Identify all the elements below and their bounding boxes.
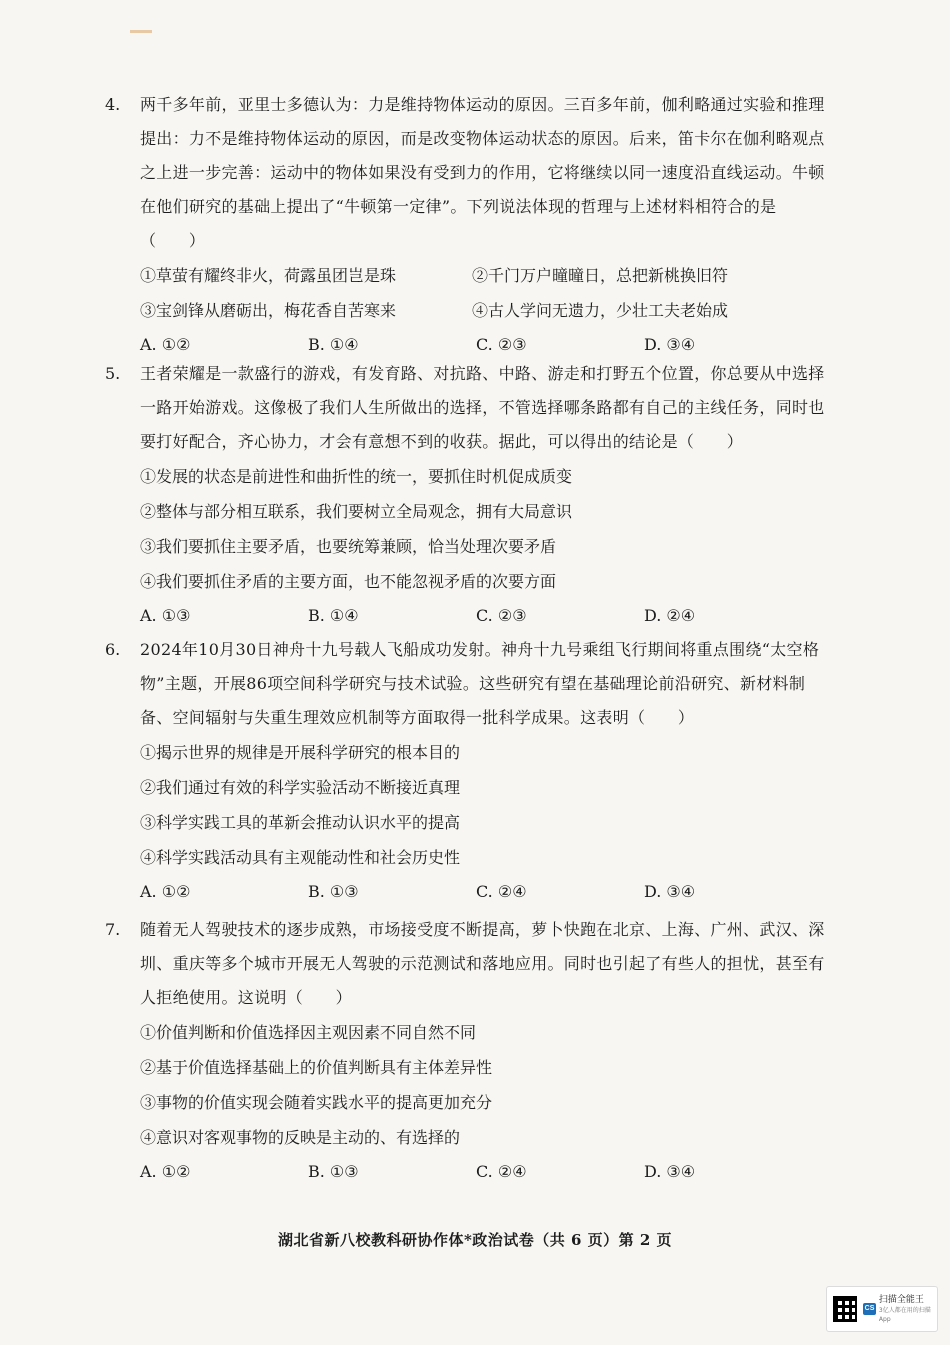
question-number: 4. [105,95,121,114]
choice-a: A. ①② [140,1162,191,1181]
choice-d: D. ③④ [644,1162,696,1181]
choice-c: C. ②③ [476,335,527,354]
choice-c: C. ②④ [476,882,527,901]
page-footer: 湖北省新八校教科研协作体*政治试卷（共 6 页）第 2 页 [277,1231,673,1249]
camscanner-logo-icon: CS [863,1303,876,1315]
choice-d: D. ②④ [644,606,696,625]
option-3: ③事物的价值实现会随着实践水平的提高更加充分 [140,1093,493,1112]
qr-code-icon [833,1296,857,1322]
choice-d: D. ③④ [644,335,696,354]
question-number: 5. [105,364,121,383]
option-list [140,735,825,875]
question-5 [105,357,825,633]
option-3: ③宝剑锋从磨砺出，梅花香自苦寒来 [140,301,397,320]
choice-a: A. ①② [140,882,191,901]
option-1: ①发展的状态是前进性和曲折性的统一，要抓住时机促成质变 [140,467,573,486]
question-4 [105,88,825,362]
option-1: ①揭示世界的规律是开展科学研究的根本目的 [140,743,461,762]
option-2: ②基于价值选择基础上的价值判断具有主体差异性 [140,1058,493,1077]
option-2: ②千门万户曈曈日，总把新桃换旧符 [472,266,729,285]
question-number: 7. [105,920,121,939]
option-list [140,459,825,599]
question-7 [105,913,825,1189]
choice-a: A. ①② [140,335,191,354]
option-2: ②我们通过有效的科学实验活动不断接近真理 [140,778,461,797]
question-stem: 2024年10月30日神舟十九号载人飞船成功发射。神舟十九号乘组飞行期间将重点围绕“太空格物”主题，开展86项空间科学研究与技术试验。这些研究有望在基础理论前沿研究、新材料制备、空间辐射与失重生理效应机制等方面取得一批科学成果。这表明（ ） [140,640,820,727]
option-2: ②整体与部分相互联系，我们要树立全局观念，拥有大局意识 [140,502,573,521]
option-4: ④古人学问无遗力，少壮工夫老始成 [472,301,729,320]
question-stem: 两千多年前，亚里士多德认为：力是维持物体运动的原因。三百多年前，伽利略通过实验和推理提出：力不是维持物体运动的原因，而是改变物体运动状态的原因。后来，笛卡尔在伽利略观点之上进一步完善：运动中的物体如果没有受到力的作用，它将继续以同一速度沿直线运动。牛顿在他们研究的基础上提出了“牛顿第一定律”。下列说法体现的哲理与上述材料相符合的是（ ） [140,95,825,250]
option-list [140,1015,825,1155]
answer-choices [140,1155,825,1189]
scanner-watermark-badge [826,1286,938,1332]
option-1: ①价值判断和价值选择因主观因素不同自然不同 [140,1023,477,1042]
question-stem: 随着无人驾驶技术的逐步成熟，市场接受度不断提高，萝卜快跑在北京、上海、广州、武汉、深圳、重庆等多个城市开展无人驾驶的示范测试和落地应用。同时也引起了有些人的担忧，甚至有人拒绝使用。这说明（ ） [140,920,825,1007]
choice-b: B. ①③ [308,1162,359,1181]
badge-subtitle: 3亿人都在用的扫描App [878,1307,931,1323]
option-4: ④科学实践活动具有主观能动性和社会历史性 [140,848,461,867]
option-3: ③我们要抓住主要矛盾，也要统筹兼顾，恰当处理次要矛盾 [140,537,557,556]
choice-b: B. ①④ [308,606,359,625]
badge-title: 扫描全能王 [878,1295,924,1305]
option-4: ④意识对客观事物的反映是主动的、有选择的 [140,1128,461,1147]
question-number: 6. [105,640,121,659]
option-4: ④我们要抓住矛盾的主要方面，也不能忽视矛盾的次要方面 [140,572,557,591]
answer-choices [140,875,825,909]
choice-a: A. ①③ [140,606,191,625]
choice-d: D. ③④ [644,882,696,901]
option-3: ③科学实践工具的革新会推动认识水平的提高 [140,813,461,832]
scan-mark [130,30,152,33]
option-1: ①草萤有耀终非火，荷露虽团岂是珠 [140,266,397,285]
option-list [140,258,825,328]
question-6 [105,633,825,909]
choice-c: C. ②③ [476,606,527,625]
choice-c: C. ②④ [476,1162,527,1181]
choice-b: B. ①③ [308,882,359,901]
choice-b: B. ①④ [308,335,359,354]
question-stem: 王者荣耀是一款盛行的游戏，有发育路、对抗路、中路、游走和打野五个位置，你总要从中选择一路开始游戏。这像极了我们人生所做出的选择，不管选择哪条路都有自己的主线任务，同时也要打好配合，齐心协力，才会有意想不到的收获。据此，可以得出的结论是（ ） [140,364,825,451]
answer-choices [140,599,825,633]
badge-text [879,1294,937,1324]
